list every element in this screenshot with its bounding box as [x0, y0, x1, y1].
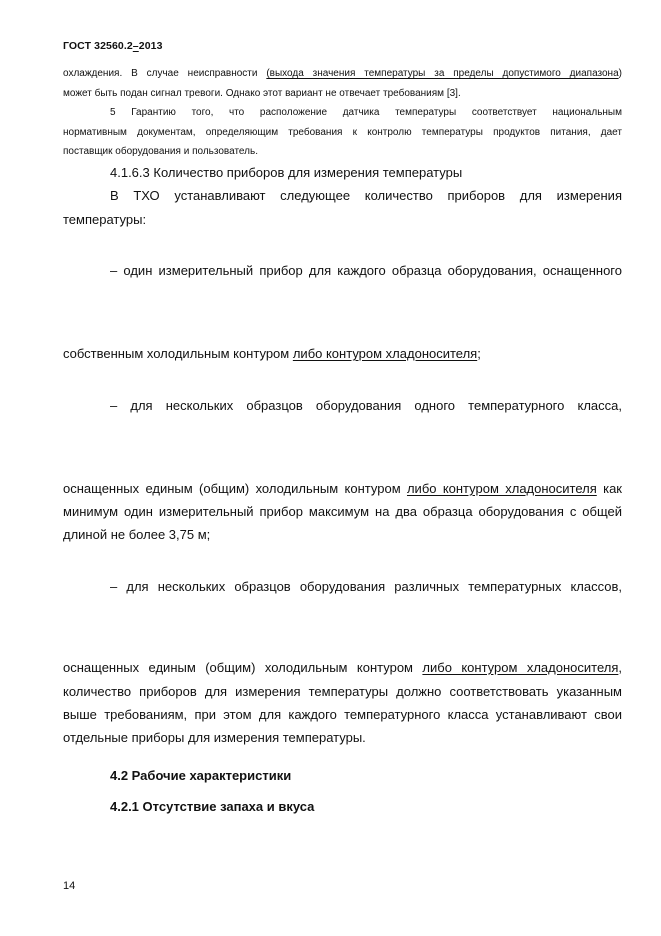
item-3-line-5: отдельные приборы для измерения температуры.	[63, 730, 366, 745]
item-3-line-4: выше требованиям, при этом для каждого температурного класса устанавливают свои	[63, 707, 622, 722]
text-span: ,	[618, 660, 623, 675]
cooling-line-1	[63, 64, 622, 84]
standard-number: ГОСТ 32560.2	[63, 40, 133, 52]
item-3-line-3: количество приборов для измерения температуры должно соответствовать указанным	[63, 684, 622, 699]
item-2-line-4: длиной не более 3,75 м;	[63, 527, 211, 542]
standard-year: 2013	[138, 40, 163, 52]
text-span: охлаждения. В случае неисправности	[63, 68, 267, 79]
text-span: ;	[477, 346, 481, 361]
text-span: оснащенных единым (общим) холодильным контуром	[63, 481, 407, 496]
item-2-line-2	[63, 477, 622, 500]
section-42-heading: 4.2 Рабочие характеристики	[110, 768, 292, 783]
item-1-line-1: – один измерительный прибор для каждого образца оборудования, оснащенного	[110, 263, 622, 278]
note-5-line-1: 5 Гарантию того, что расположение датчика температуры соответствует национальным	[110, 107, 622, 118]
section-4163-intro-line-1: В ТХО устанавливают следующее количество приборов для измерения	[110, 188, 622, 203]
item-1-line-2	[63, 342, 622, 365]
standard-dash: –	[132, 40, 139, 52]
underlined-text: (выхода значения температуры за пределы допустимого диапазона	[266, 68, 619, 79]
page-number: 14	[63, 880, 76, 892]
cooling-line-2: может быть подан сигнал тревоги. Однако этот вариант не отвечает требованиям [3].	[63, 88, 461, 99]
item-3-line-1: – для нескольких образцов оборудования различных температурных классов,	[110, 579, 622, 594]
section-421-heading: 4.2.1 Отсутствие запаха и вкуса	[110, 799, 315, 814]
note-5-line-3: поставщик оборудования и пользователь.	[63, 146, 258, 157]
text-span: собственным холодильным контуром	[63, 346, 293, 361]
item-2-line-1: – для нескольких образцов оборудования одного температурного класса,	[110, 398, 622, 413]
underlined-text: либо контуром хладоносителя	[422, 660, 619, 675]
text-span: )	[618, 68, 622, 79]
standard-header	[63, 40, 163, 52]
item-2-line-3: минимум один измерительный прибор максимум на два образца оборудования с общей	[63, 504, 622, 519]
underlined-text: либо контуром хладоносителя	[406, 481, 597, 496]
text-span: оснащенных единым (общим) холодильным контуром	[63, 660, 423, 675]
underlined-text: либо контуром хладоносителя	[292, 346, 478, 361]
section-4163-heading: 4.1.6.3 Количество приборов для измерения температуры	[110, 165, 463, 180]
section-4163-intro-line-2: температуры:	[63, 212, 147, 227]
item-3-line-2	[63, 656, 622, 679]
note-5-line-2: нормативным документам, определяющим требования к контролю температуры продуктов питания, дает	[63, 127, 622, 138]
text-span: как	[596, 481, 622, 496]
